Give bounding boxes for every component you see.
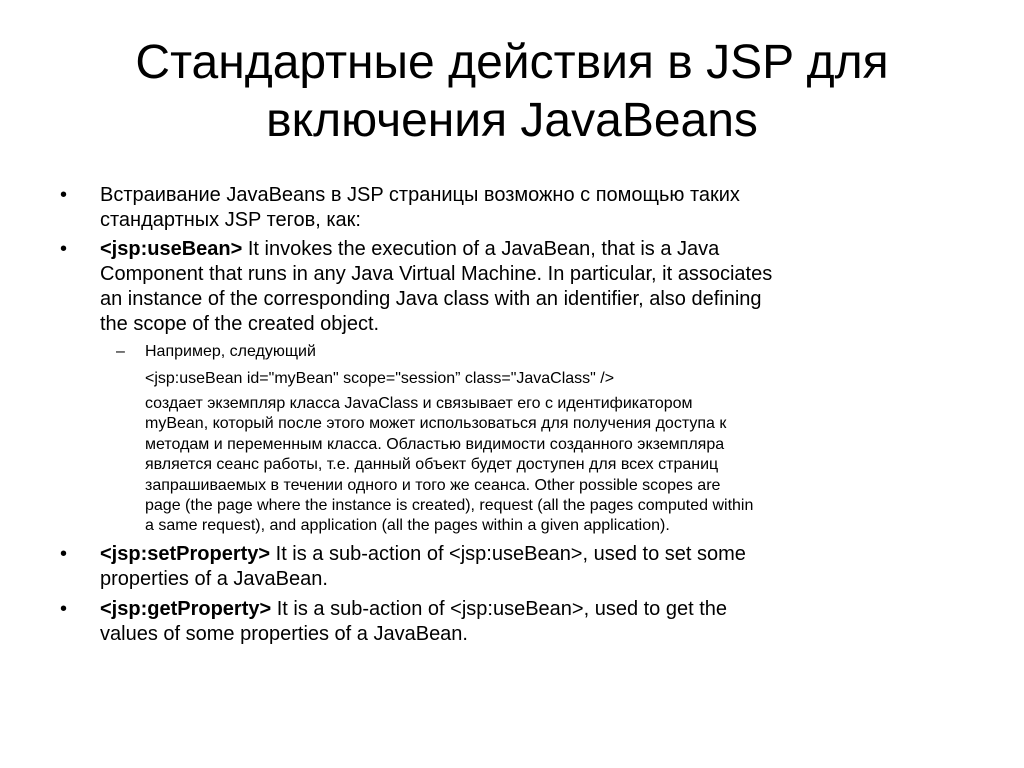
keyword-setproperty: <jsp:setProperty> <box>100 543 271 565</box>
bullet-marker: • <box>60 598 68 620</box>
bullet-first-line <box>100 542 980 567</box>
slide-title-line-1: Стандартные действия в JSP для <box>135 36 889 89</box>
explanation-line: a same request), and application (all the pages within a given application). <box>145 517 670 535</box>
explanation-line: создает экземпляр класса JavaClass и связывает его с идентификатором <box>145 395 693 412</box>
bullet-lead-text: It is a sub-action of <jsp:useBean>, used to set some <box>270 543 746 565</box>
bullet-text-line: an instance of the corresponding Java class with an identifier, also defining <box>100 288 762 310</box>
slide-title <box>40 34 984 150</box>
bullet-text-line: Component that runs in any Java Virtual Machine. In particular, it associates <box>100 263 773 285</box>
code-example <box>145 369 975 389</box>
bullet-text-line: Встраивание JavaBeans в JSP страницы возможно с помощью таких <box>100 184 740 206</box>
bullet-text <box>100 597 980 647</box>
bullet-marker: • <box>60 543 68 565</box>
bullet-text-line: properties of a JavaBean. <box>100 568 328 590</box>
slide-title-line-2: включения JavaBeans <box>266 94 758 147</box>
explanation-line: myBean, который после этого может использоваться для получения доступа к <box>145 415 727 433</box>
sub-item-text: Например, следующий <box>145 343 316 360</box>
bullet-text-line: values of some properties of a JavaBean. <box>100 623 468 645</box>
sub-bullet-marker: – <box>116 343 125 360</box>
bullet-text <box>100 183 980 233</box>
bullet-lead-text: It is a sub-action of <jsp:useBean>, used to get the <box>271 598 728 620</box>
bullet-lead-text: It invokes the execution of a JavaBean, that is a Java <box>242 238 720 260</box>
explanation-line: методам и переменным класса. Областью видимости созданного экземпляра <box>145 435 725 453</box>
explanation-line: запрашиваемых в течении одного и того же сеанса. Other possible scopes are <box>145 476 721 494</box>
explanation-paragraph <box>145 394 975 537</box>
keyword-usebean: <jsp:useBean> <box>100 238 243 260</box>
bullet-text <box>100 237 980 337</box>
explanation-line: page (the page where the instance is created), request (all the pages computed within <box>145 497 754 515</box>
bullet-marker: • <box>60 238 68 260</box>
bullet-text <box>100 542 980 592</box>
explanation-line: является сеанс работы, т.е. данный объект будет доступен для всех страниц <box>145 456 719 474</box>
code-line: <jsp:useBean id="myBean" scope="session” class="JavaClass" /> <box>145 370 615 387</box>
bullet-first-line <box>100 597 980 622</box>
bullet-first-line <box>100 237 980 262</box>
bullet-text-line: стандартных JSP тегов, как: <box>100 209 361 231</box>
keyword-getproperty: <jsp:getProperty> <box>100 598 272 620</box>
bullet-marker: • <box>60 184 68 206</box>
bullet-text-line: the scope of the created object. <box>100 313 380 335</box>
